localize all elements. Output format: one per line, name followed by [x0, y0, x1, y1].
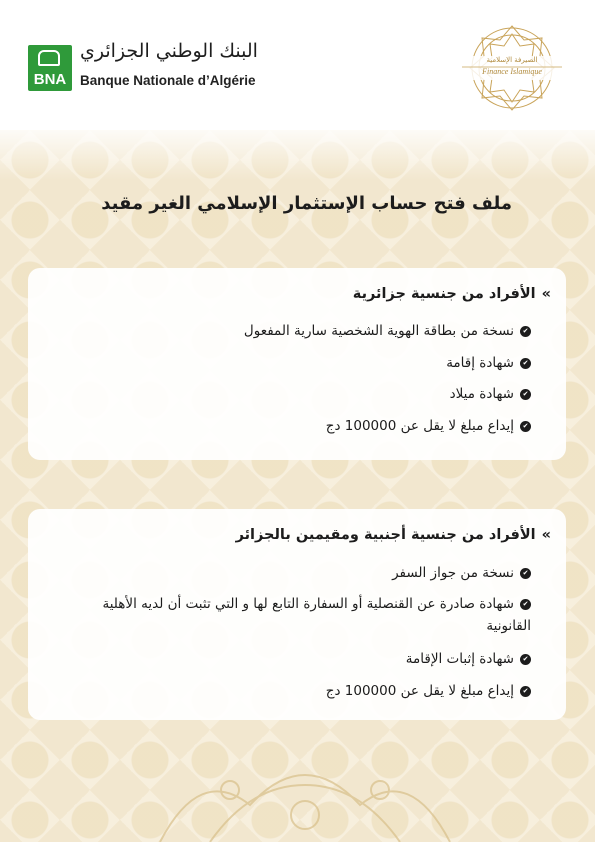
check-circle-icon: ✔ — [520, 568, 531, 579]
list-item: ✔نسخة من بطاقة الهوية الشخصية سارية المفعول — [244, 320, 531, 342]
bna-acronym: BNA — [33, 71, 67, 88]
list-item: ✔نسخة من جواز السفر — [392, 562, 531, 584]
background-pattern — [0, 130, 595, 842]
check-circle-icon: ✔ — [520, 326, 531, 337]
double-chevron-icon: » — [541, 527, 551, 543]
check-circle-icon: ✔ — [520, 686, 531, 697]
islamic-finance-arabic: الصيرفة الإسلامية — [486, 56, 538, 64]
list-item: ✔إيداع مبلغ لا يقل عن 100000 دج — [326, 680, 531, 702]
page-title: ملف فتح حساب الإستثمار الإسلامي الغير مقيد — [101, 193, 512, 214]
list-item: ✔شهادة إثبات الإقامة — [406, 648, 531, 670]
double-chevron-icon: » — [541, 286, 551, 302]
section-card-algerian — [28, 268, 566, 460]
section-heading: »الأفراد من جنسية جزائرية — [352, 286, 551, 302]
bna-emblem-icon — [38, 50, 60, 66]
list-item: ✔شهادة ميلاد — [450, 383, 531, 405]
section-card-foreign — [28, 509, 566, 720]
page-header — [0, 0, 595, 130]
check-circle-icon: ✔ — [520, 599, 531, 610]
check-circle-icon: ✔ — [520, 654, 531, 665]
check-circle-icon: ✔ — [520, 421, 531, 432]
check-circle-icon: ✔ — [520, 389, 531, 400]
bna-logo — [28, 45, 72, 91]
check-circle-icon: ✔ — [520, 358, 531, 369]
section-heading: »الأفراد من جنسية أجنبية ومقيمين بالجزائر — [235, 527, 551, 543]
list-item: ✔إيداع مبلغ لا يقل عن 100000 دج — [326, 415, 531, 437]
islamic-finance-latin: Finance Islamique — [482, 67, 542, 76]
bank-name-arabic: البنك الوطني الجزائري — [80, 40, 258, 62]
bank-name-french: Banque Nationale d’Algérie — [80, 73, 256, 88]
decorative-arch-motif — [140, 745, 470, 842]
list-item: ✔شهادة صادرة عن القنصلية أو السفارة التابع لها و التي تثبت أن لديه الأهلية القانونية — [102, 596, 531, 634]
list-item: ✔شهادة إقامة — [446, 352, 531, 374]
